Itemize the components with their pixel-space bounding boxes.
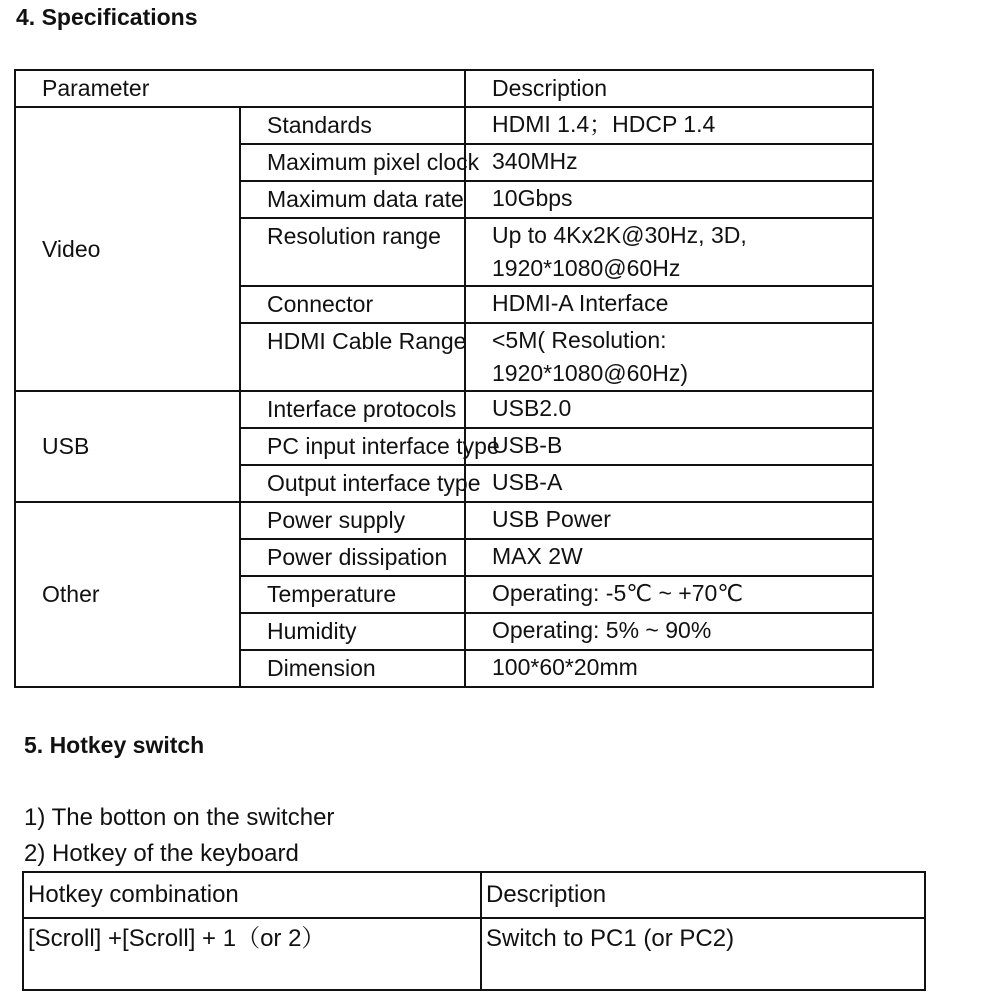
spec-description-line: <5M( Resolution: [492, 327, 667, 353]
specifications-table [14, 69, 874, 688]
hotkey-method-1: 1) The botton on the switcher [24, 804, 335, 831]
spec-description-cell [465, 539, 873, 576]
spec-group-label: USB [15, 391, 240, 502]
spec-description-line: USB-A [492, 469, 563, 495]
hotkey-method-2: 2) Hotkey of the keyboard [24, 840, 299, 867]
spec-description-cell [465, 465, 873, 502]
spec-description-cell [465, 613, 873, 650]
spec-description-cell [465, 428, 873, 465]
section-5-title: 5. Hotkey switch [24, 732, 205, 758]
spec-description-line: HDMI 1.4；HDCP 1.4 [492, 111, 716, 137]
spec-description-line: Operating: 5% ~ 90% [492, 617, 712, 643]
spec-row [15, 391, 873, 428]
spec-description-cell [465, 391, 873, 428]
spec-description-line: USB Power [492, 506, 611, 532]
hotkey-combination-cell: [Scroll] +[Scroll] + 1（or 2） [23, 918, 481, 990]
spec-description-cell [465, 650, 873, 687]
spec-description-line: MAX 2W [492, 543, 583, 569]
spec-parameter-cell: Humidity [240, 613, 465, 650]
spec-description-line: Operating: -5℃ ~ +70℃ [492, 580, 744, 606]
spec-parameter-cell: Output interface type [240, 465, 465, 502]
spec-parameter-cell: Dimension [240, 650, 465, 687]
spec-description-line: Up to 4Kx2K@30Hz, 3D, [492, 222, 747, 248]
hotkey-header-combination: Hotkey combination [23, 872, 481, 918]
spec-description-cell [465, 144, 873, 181]
spec-description-line: USB-B [492, 432, 563, 458]
spec-parameter-cell: Standards [240, 107, 465, 144]
spec-parameter-cell: Maximum data rate [240, 181, 465, 218]
spec-row [15, 107, 873, 144]
spec-description-cell [465, 107, 873, 144]
spec-description-cell [465, 502, 873, 539]
spec-description-cell [465, 576, 873, 613]
spec-description-line: HDMI-A Interface [492, 290, 669, 316]
spec-description-line: 10Gbps [492, 185, 573, 211]
spec-parameter-cell: PC input interface type [240, 428, 465, 465]
spec-description-cell [465, 181, 873, 218]
spec-header-parameter: Parameter [15, 70, 465, 107]
spec-parameter-cell: Temperature [240, 576, 465, 613]
spec-description-cell [465, 218, 873, 286]
spec-group-label: Other [15, 502, 240, 687]
spec-header-row [15, 70, 873, 107]
spec-description-line: 100*60*20mm [492, 654, 638, 680]
spec-description-cell [465, 323, 873, 391]
spec-group-label: Video [15, 107, 240, 391]
hotkey-description-cell: Switch to PC1 (or PC2) [481, 918, 925, 990]
spec-parameter-cell: Connector [240, 286, 465, 323]
spec-description-line: USB2.0 [492, 395, 572, 421]
spec-parameter-cell: HDMI Cable Range [240, 323, 465, 391]
spec-description-line: 340MHz [492, 148, 578, 174]
hotkey-header-row [23, 872, 925, 918]
spec-parameter-cell: Power supply [240, 502, 465, 539]
spec-row [15, 502, 873, 539]
spec-parameter-cell: Interface protocols [240, 391, 465, 428]
hotkey-table [22, 871, 926, 991]
section-4-title: 4. Specifications [16, 4, 198, 30]
spec-description-line: 1920*1080@60Hz [492, 255, 681, 281]
spec-header-description: Description [465, 70, 873, 107]
spec-description-line: 1920*1080@60Hz) [492, 360, 688, 386]
spec-parameter-cell: Resolution range [240, 218, 465, 286]
spec-parameter-cell: Power dissipation [240, 539, 465, 576]
hotkey-header-description: Description [481, 872, 925, 918]
hotkey-row [23, 918, 925, 990]
spec-parameter-cell: Maximum pixel clock [240, 144, 465, 181]
spec-description-cell [465, 286, 873, 323]
